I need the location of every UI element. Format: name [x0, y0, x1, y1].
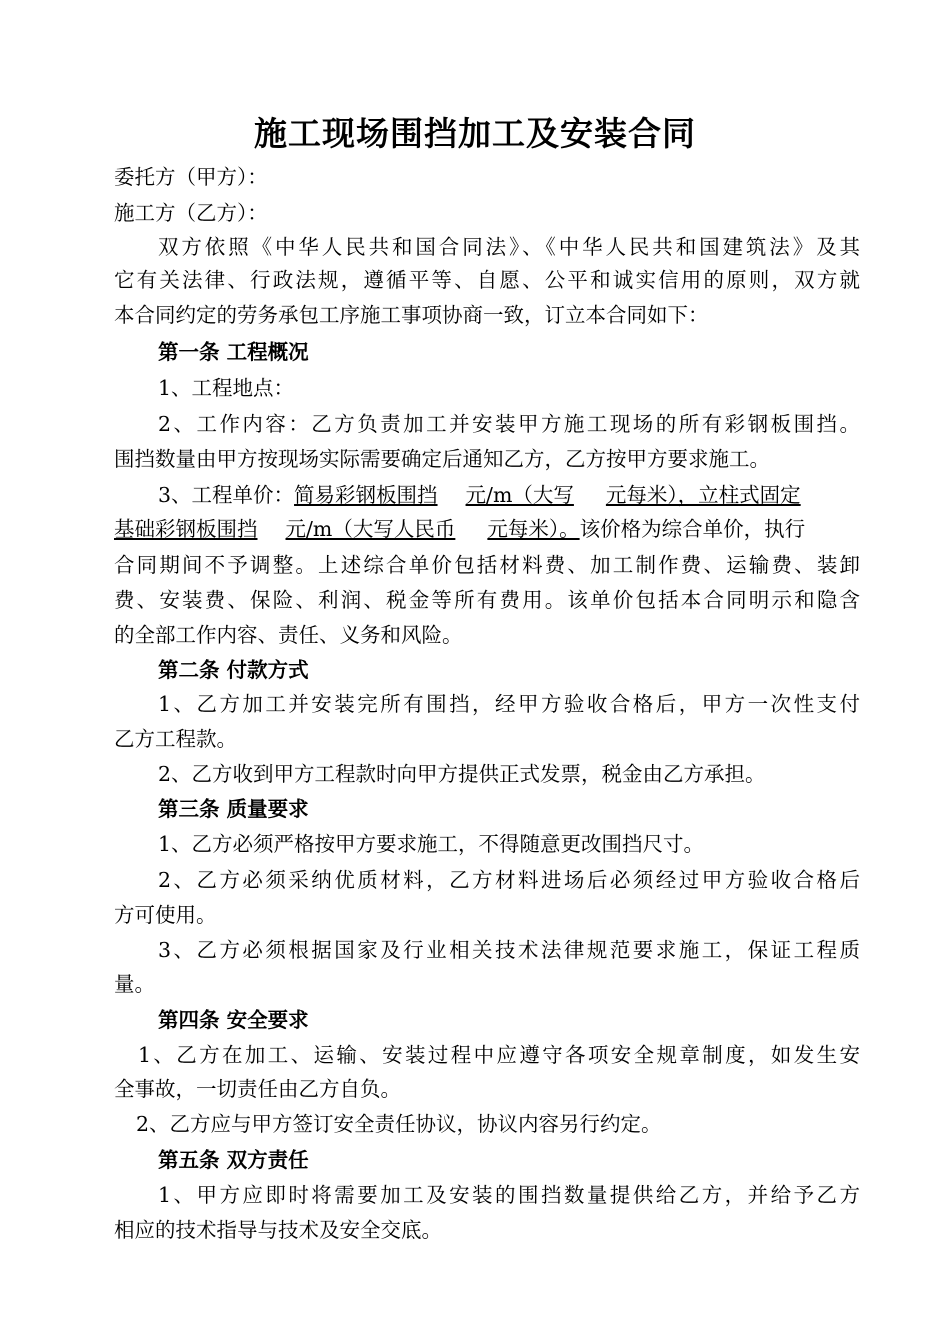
article-2-item-2: 2、乙方收到甲方工程款时向甲方提供正式发票，税金由乙方承担。	[158, 762, 766, 786]
article-2-heading: 第二条 付款方式	[158, 658, 309, 682]
article-5-item-1-line-1: 1、甲方应即时将需要加工及安装的围挡数量提供给乙方，并给予乙方	[158, 1183, 860, 1207]
article-1-heading: 第一条 工程概况	[158, 340, 309, 364]
article-1-item-3-line-3: 合同期间不予调整。上述综合单价包括材料费、加工制作费、运输费、装卸	[114, 553, 860, 577]
article-3-item-2-line-2: 方可使用。	[114, 903, 217, 927]
article-4-item-1-line-2: 全事故，一切责任由乙方自负。	[114, 1077, 401, 1101]
article-3-heading: 第三条 质量要求	[158, 797, 309, 821]
preamble-line-1: 双方依照《中华人民共和国合同法》、《中华人民共和国建筑法》及其	[158, 235, 860, 259]
article-1-item-3-line-5: 的全部工作内容、责任、义务和风险。	[114, 623, 463, 647]
article-3-item-1: 1、乙方必须严格按甲方要求施工，不得随意更改围挡尺寸。	[158, 832, 705, 856]
unit-price-label: 3、工程单价：	[158, 483, 295, 507]
article-4-item-2: 2、乙方应与甲方签订安全责任协议，协议内容另行约定。	[136, 1112, 662, 1136]
preamble-line-2: 它有关法律、行政法规，遵循平等、自愿、公平和诚实信用的原则，双方就	[114, 268, 860, 292]
article-3-item-3-line-1: 3、乙方必须根据国家及行业相关技术法律规范要求施工，保证工程质	[158, 938, 860, 962]
article-2-item-1-line-2: 乙方工程款。	[114, 727, 237, 751]
article-3-item-3-line-2: 量。	[114, 972, 155, 996]
article-1-item-3-line-2: 基础彩钢板围挡 元/m（大写人民币 元每米）。该价格为综合单价，执行	[114, 517, 806, 541]
article-1-item-3-line-1	[158, 481, 860, 509]
article-1-item-2-line-2: 围挡数量由甲方按现场实际需要确定后通知乙方，乙方按甲方要求施工。	[114, 447, 770, 471]
unit-price-column-panel: 基础彩钢板围挡 元/m（大写人民币 元每米）。	[114, 517, 580, 541]
document-title: 施工现场围挡加工及安装合同	[254, 114, 696, 153]
article-4-item-1-line-1: 1、乙方在加工、运输、安装过程中应遵守各项安全规章制度，如发生安	[138, 1043, 860, 1067]
article-5-heading: 第五条 双方责任	[158, 1148, 309, 1172]
article-5-item-1-line-2: 相应的技术指导与技术及安全交底。	[114, 1218, 442, 1242]
article-3-item-2-line-1: 2、乙方必须采纳优质材料，乙方材料进场后必须经过甲方验收合格后	[158, 868, 860, 892]
article-4-heading: 第四条 安全要求	[158, 1008, 309, 1032]
article-1-item-1: 1、工程地点：	[158, 376, 295, 400]
preamble-line-3: 本合同约定的劳务承包工序施工事项协商一致，订立本合同如下：	[114, 303, 709, 327]
party-b-line: 施工方（乙方）：	[114, 201, 268, 225]
article-1-item-2-line-1: 2、工作内容：乙方负责加工并安装甲方施工现场的所有彩钢板围挡。	[158, 412, 860, 436]
article-1-item-3-line-4: 费、安装费、保险、利润、税金等所有费用。该单价包括本合同明示和隐含	[114, 588, 860, 612]
unit-price-simple-panel: 简易彩钢板围挡 元/m（大写 元每米），立柱式固定	[294, 483, 801, 507]
article-2-item-1-line-1: 1、乙方加工并安装完所有围挡，经甲方验收合格后，甲方一次性支付	[158, 692, 860, 716]
party-a-line: 委托方（甲方）：	[114, 165, 268, 189]
